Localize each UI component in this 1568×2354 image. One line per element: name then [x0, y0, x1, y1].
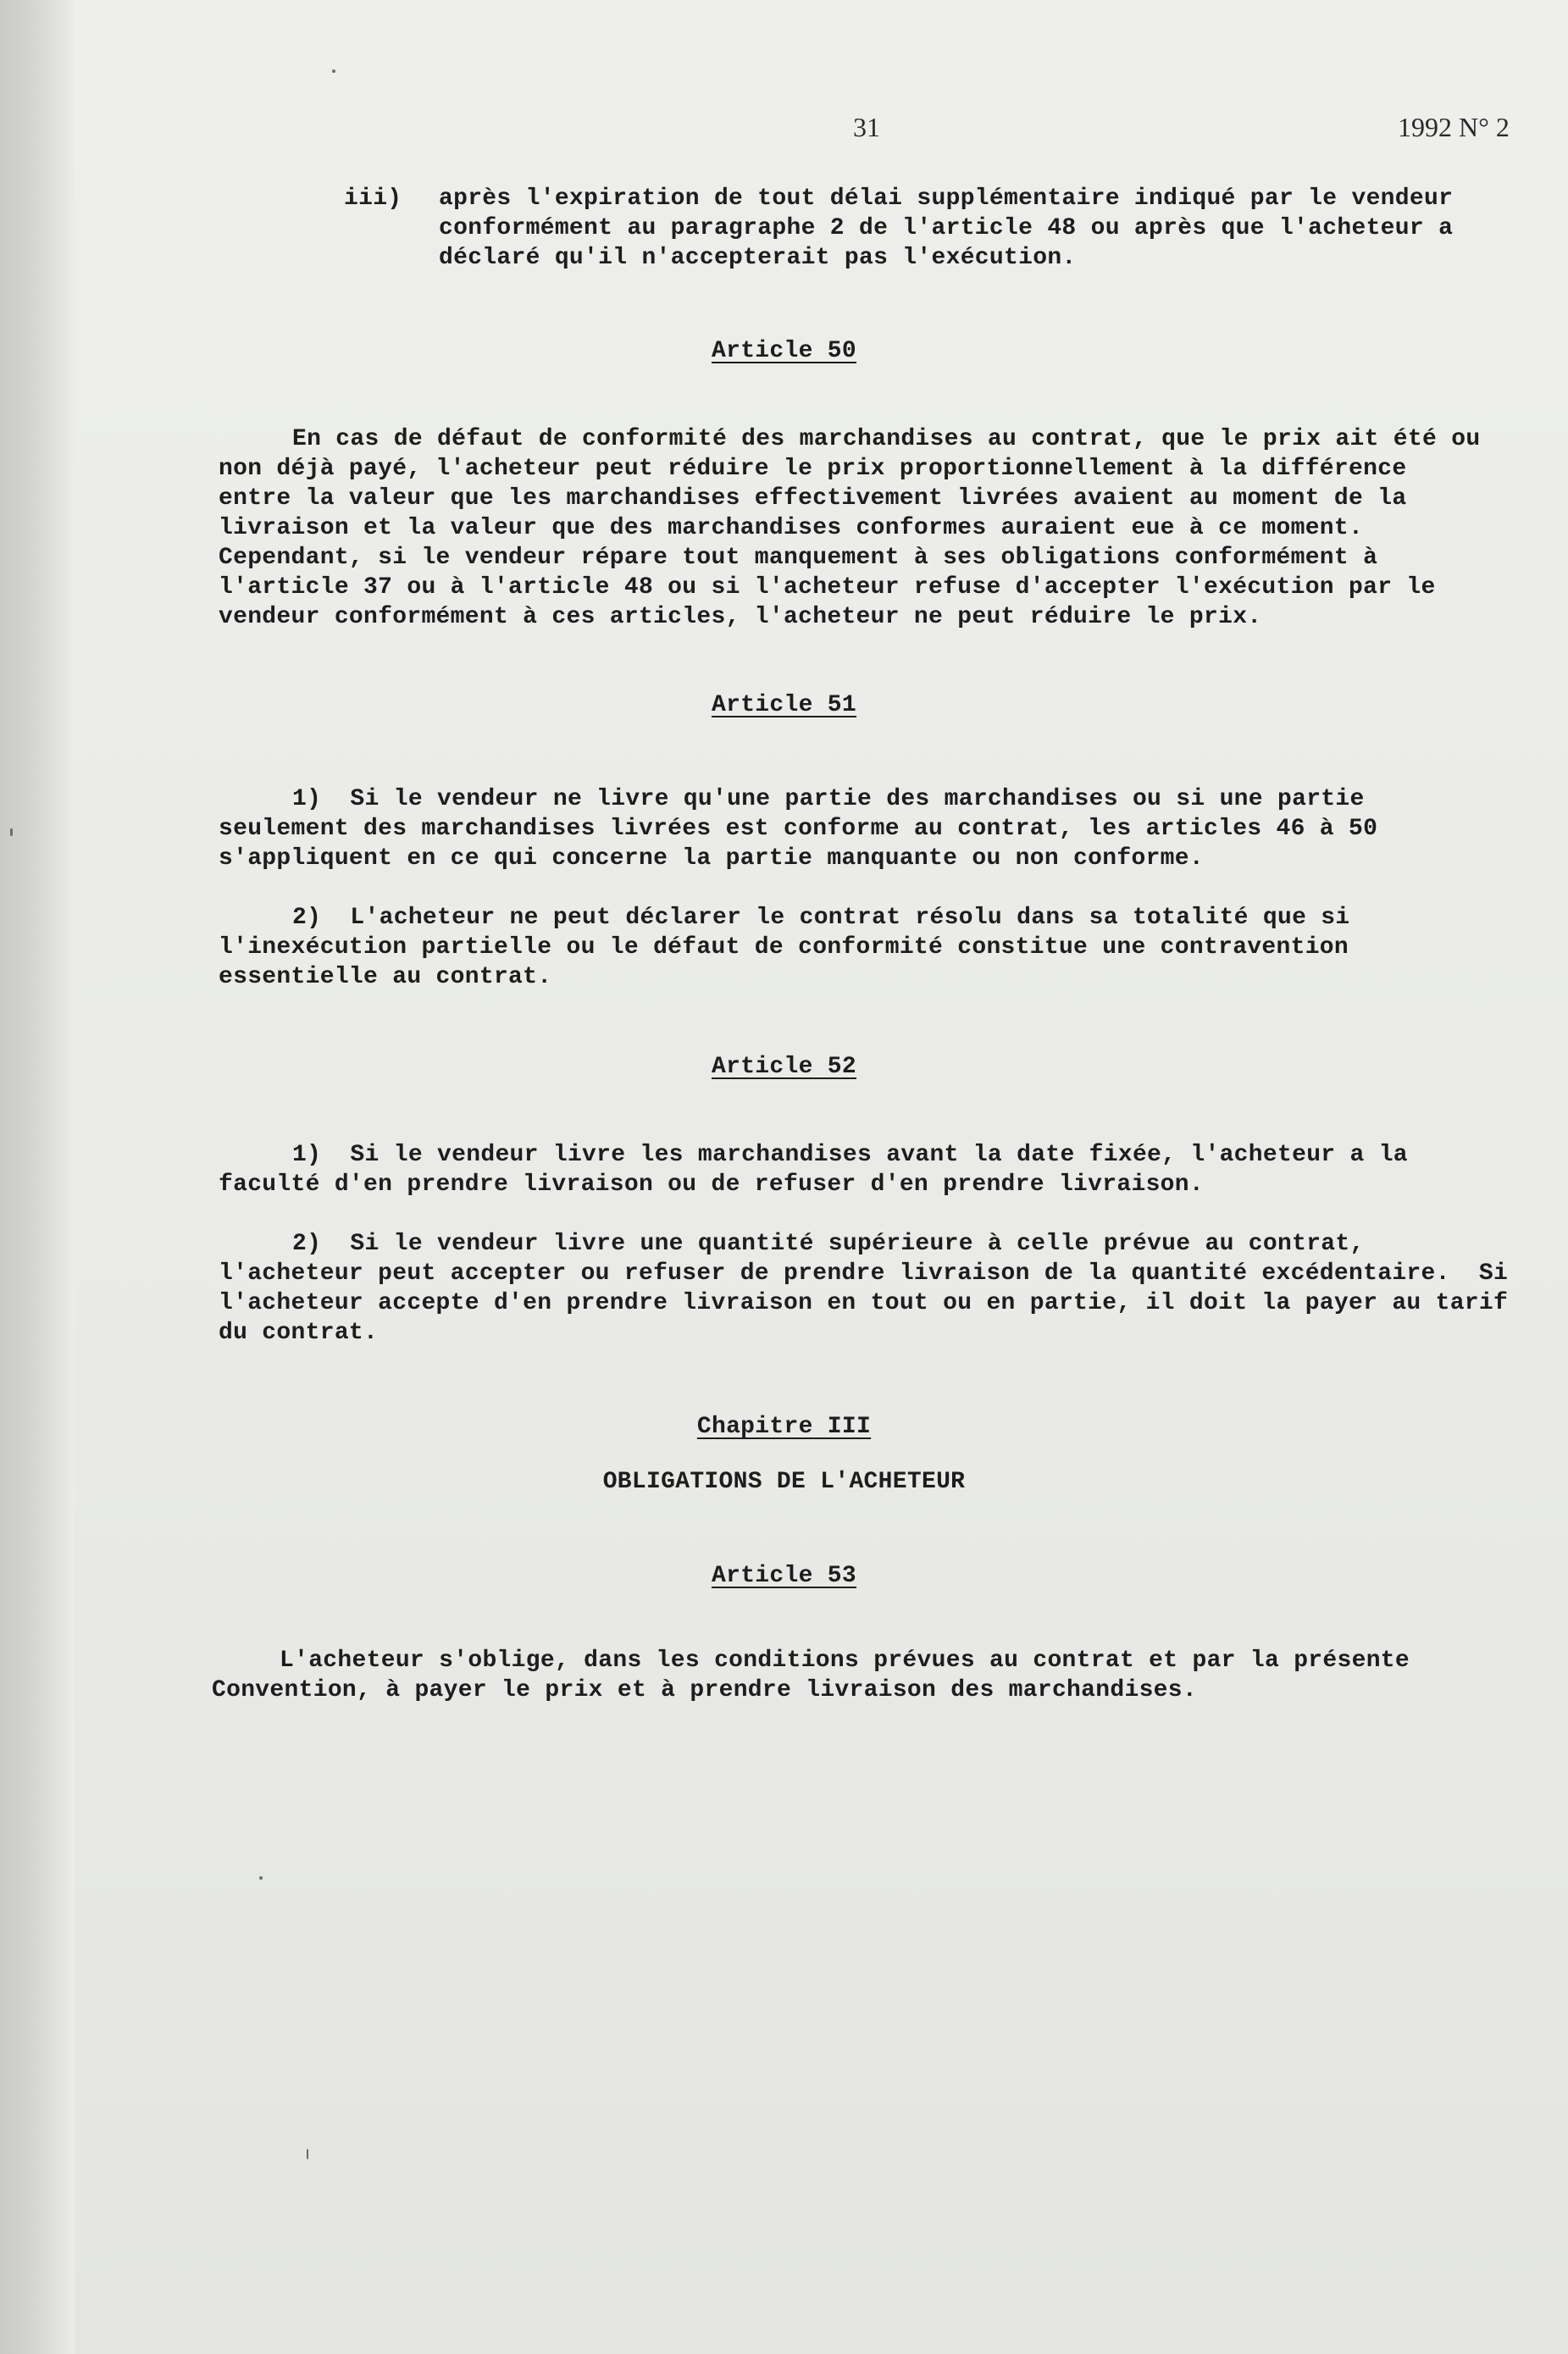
article-51-heading: Article 51 — [711, 692, 857, 718]
article-52-paragraph-1-line: 1) Si le vendeur livre les marchandises avant la date fixée, l'acheteur a la — [292, 1142, 1408, 1168]
article-50-line: entre la valeur que les marchandises effectivement livrées avaient au moment de la — [219, 485, 1407, 512]
article-51-paragraph-1-line: 1) Si le vendeur ne livre qu'une partie des marchandises ou si une partie — [292, 786, 1365, 812]
scan-speck — [332, 69, 335, 73]
article-51-paragraph-2-line: 2) L'acheteur ne peut déclarer le contrat résolu dans sa totalité que si — [292, 905, 1350, 931]
chapter-heading: Chapitre III — [696, 1414, 872, 1440]
item-iii-line: conformément au paragraphe 2 de l'article 48 ou après que l'acheteur a — [439, 215, 1454, 241]
article-52-paragraph-2-line: du contrat. — [219, 1320, 379, 1346]
article-52-paragraph-2-line: l'acheteur accepte d'en prendre livraison en tout ou en partie, il doit la payer au tarif — [219, 1290, 1509, 1316]
article-50-line: non déjà payé, l'acheteur peut réduire le prix proportionnellement à la différence — [219, 456, 1407, 482]
article-51-paragraph-2-line: essentielle au contrat. — [219, 964, 552, 990]
article-53-heading: Article 53 — [711, 1563, 857, 1589]
journal-reference: 1992 N° 2 — [1398, 112, 1510, 142]
item-iii-line: déclaré qu'il n'accepterait pas l'exécution. — [439, 245, 1077, 271]
article-50-line: vendeur conformément à ces articles, l'acheteur ne peut réduire le prix. — [219, 604, 1262, 630]
article-50-line: livraison et la valeur que des marchandises conformes auraient eue à ce moment. — [219, 515, 1364, 541]
article-50-line: Cependant, si le vendeur répare tout manquement à ses obligations conformément à — [219, 545, 1378, 571]
article-52-paragraph-2-line: l'acheteur peut accepter ou refuser de prendre livraison de la quantité excédentaire. Si — [219, 1260, 1509, 1287]
item-iii-label: iii) — [344, 186, 402, 212]
chapter-subtitle: OBLIGATIONS DE L'ACHETEUR — [602, 1469, 966, 1495]
article-52-paragraph-1-line: faculté d'en prendre livraison ou de refuser d'en prendre livraison. — [219, 1171, 1204, 1198]
article-51-paragraph-1-line: s'appliquent en ce qui concerne la partie manquante ou non conforme. — [219, 845, 1204, 872]
article-53-line: L'acheteur s'oblige, dans les conditions prévues au contrat et par la présente — [280, 1648, 1410, 1674]
article-53-line: Convention, à payer le prix et à prendre livraison des marchandises. — [212, 1677, 1197, 1703]
item-iii-line: après l'expiration de tout délai supplémentaire indiqué par le vendeur — [439, 186, 1454, 212]
scan-speck — [10, 828, 13, 836]
scan-speck — [259, 1876, 263, 1880]
article-50-heading: Article 50 — [711, 338, 857, 364]
article-50-line: l'article 37 ou à l'article 48 ou si l'acheteur refuse d'accepter l'exécution par le — [219, 574, 1436, 601]
scan-speck — [307, 2149, 308, 2159]
article-51-paragraph-2-line: l'inexécution partielle ou le défaut de conformité constitue une contravention — [219, 934, 1349, 961]
article-52-heading: Article 52 — [711, 1054, 857, 1080]
article-50-line: En cas de défaut de conformité des marchandises au contrat, que le prix ait été ou — [292, 426, 1481, 452]
article-52-paragraph-2-line: 2) Si le vendeur livre une quantité supérieure à celle prévue au contrat, — [292, 1231, 1365, 1257]
page-number: 31 — [853, 112, 880, 142]
article-51-paragraph-1-line: seulement des marchandises livrées est conforme au contrat, les articles 46 à 50 — [219, 816, 1378, 842]
